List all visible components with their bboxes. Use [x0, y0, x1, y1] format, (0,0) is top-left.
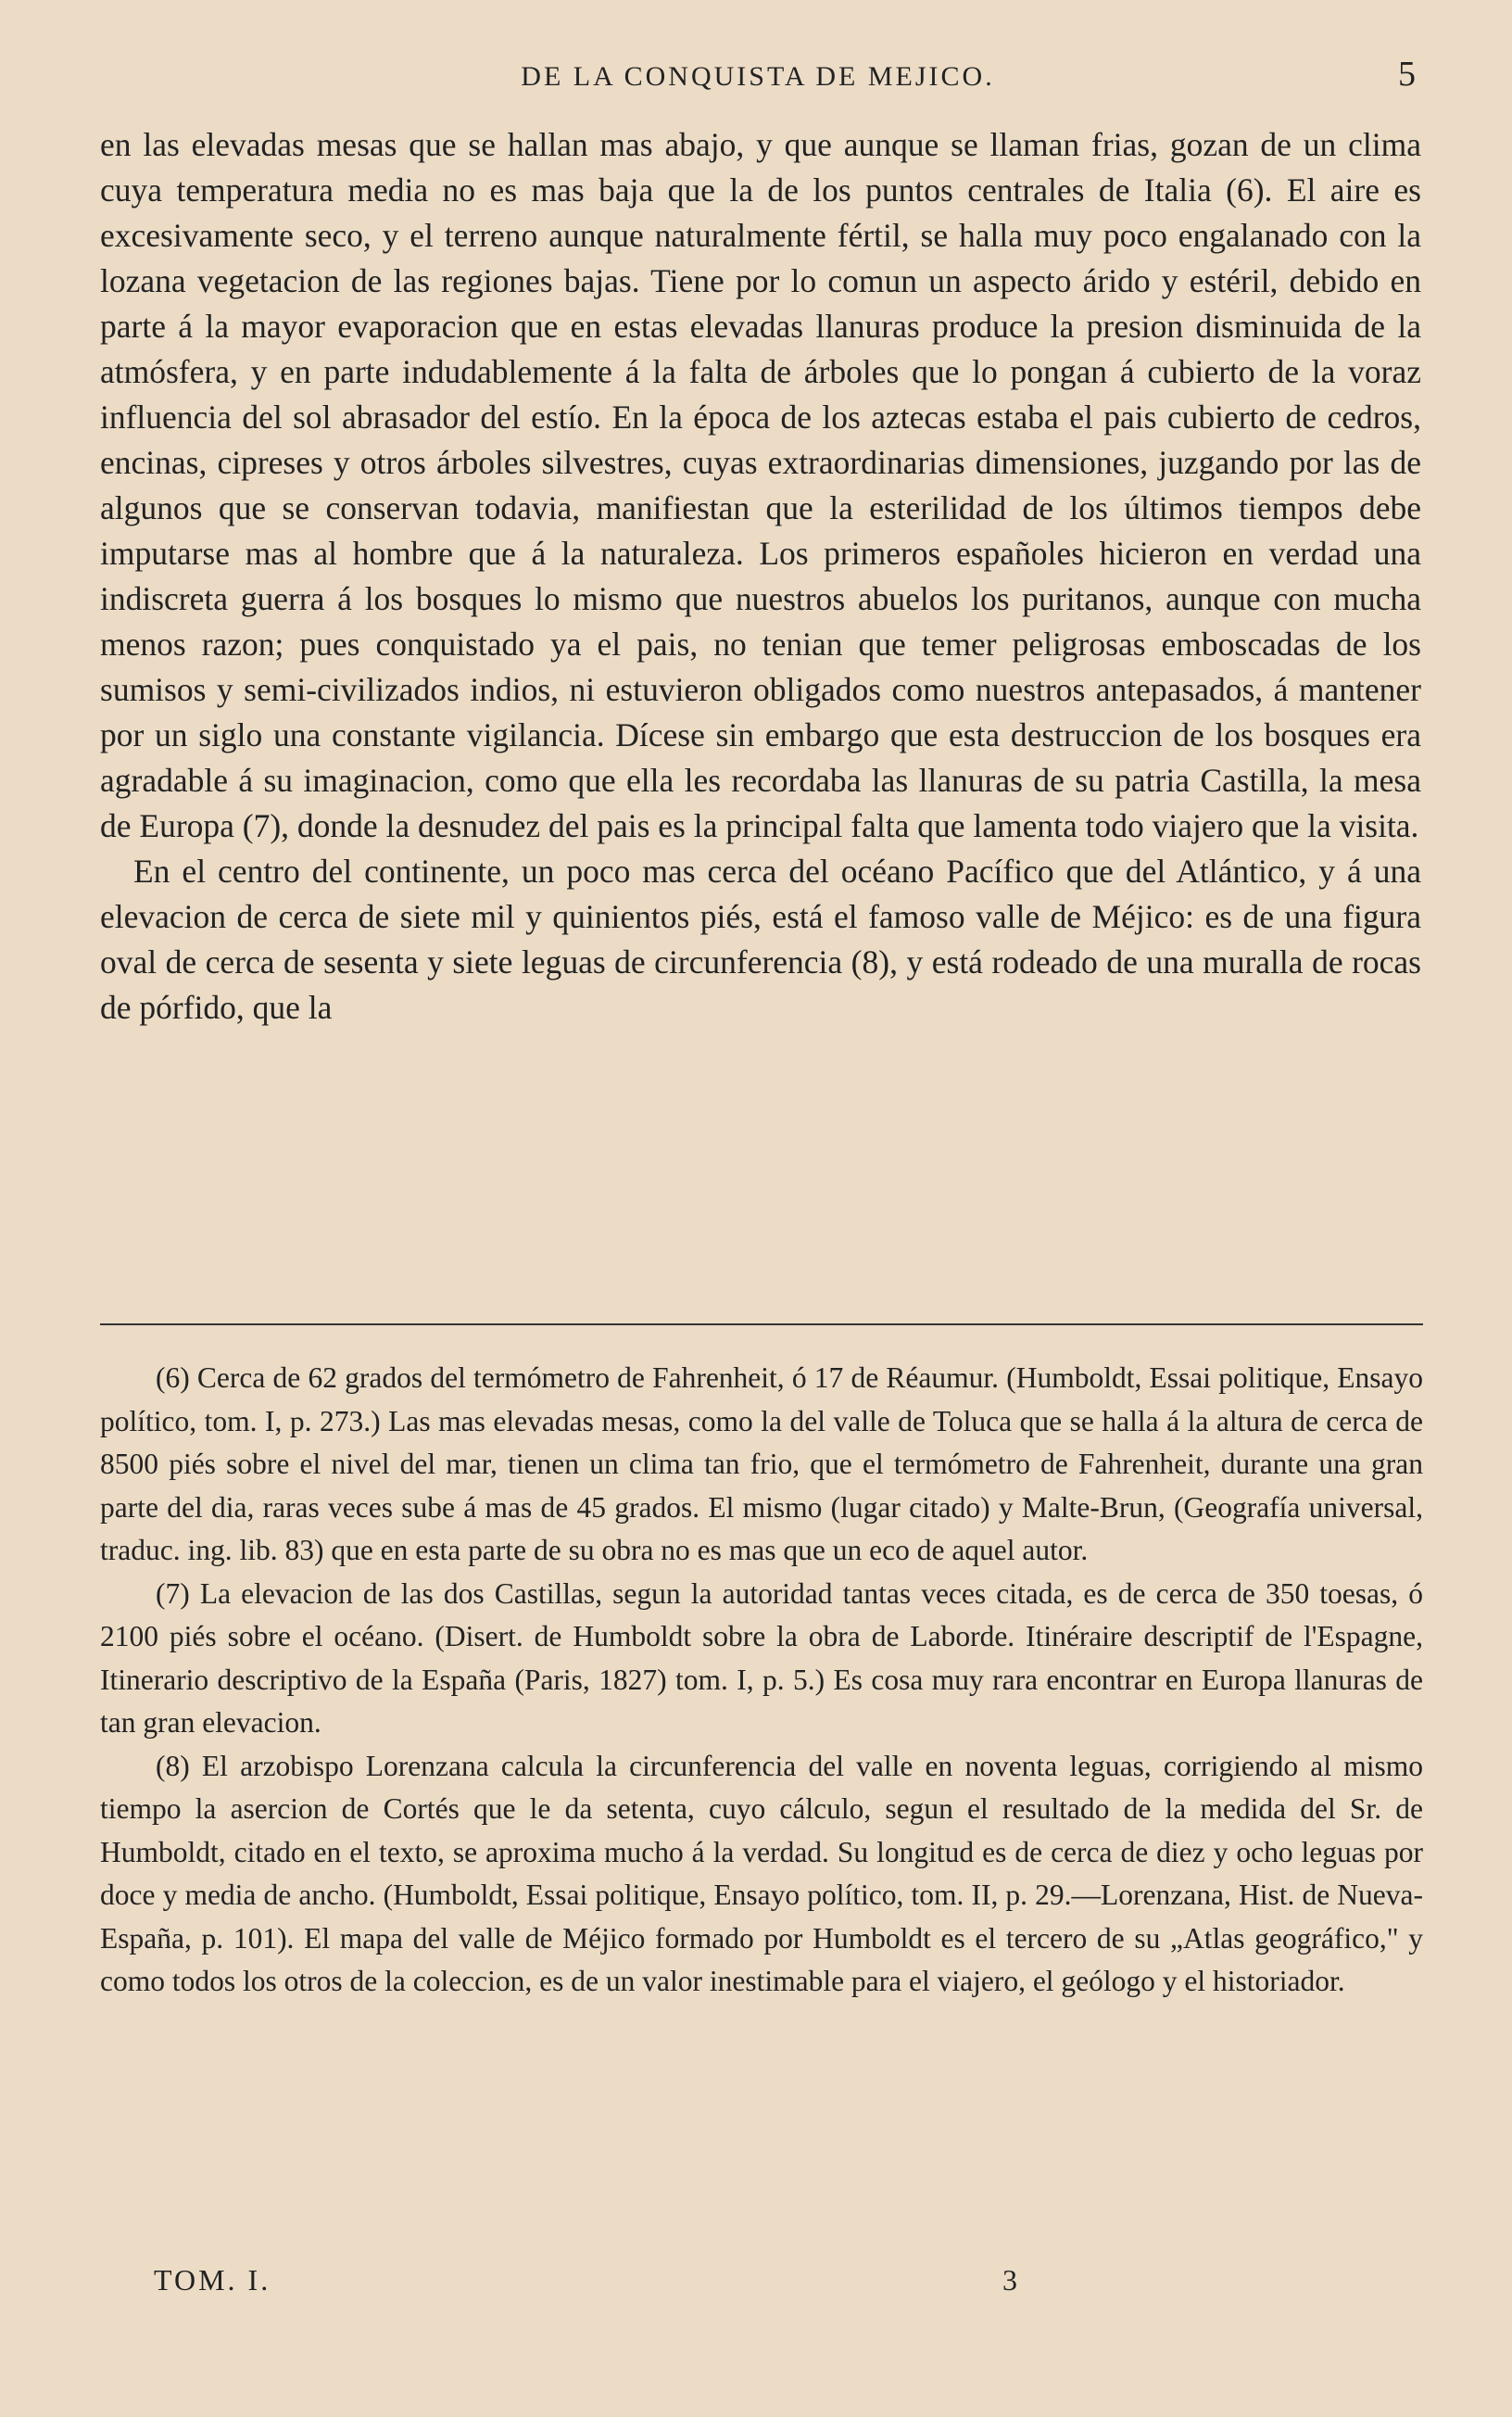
footnote-divider — [100, 1323, 1423, 1325]
signature-mark: 3 — [1002, 2263, 1017, 2297]
paragraph: En el centro del continente, un poco mas cerca del océano Pacífico que del Atlántico, y á una elevacion de cerca de siete mil y quinientos piés, está el famoso valle de Méjico: es de una figura oval de cerca de sesenta y siete leguas de circunferencia (8), y está rodeado de una muralla de rocas de pórfido, que la — [100, 853, 1421, 1026]
footnote-6: (6) Cerca de 62 grados del termómetro de Fahrenheit, ó 17 de Réaumur. (Humboldt, Essai politique, Ensayo político, tom. I, p. 273.) Las mas elevadas mesas, como la del valle de Toluca que se halla á la altura de cerca de 8500 piés sobre el nivel del mar, tienen un clima tan frio, que el termómetro de Fahrenheit, durante una gran parte del dia, raras veces sube á mas de 45 grados. El mismo (lugar citado) y Malte-Brun, (Geografía universal, traduc. ing. lib. 83) que en esta parte de su obra no es mas que un eco de aquel autor. — [100, 1361, 1423, 1566]
running-head — [100, 55, 1416, 108]
running-title: DE LA CONQUISTA DE MEJICO. — [521, 61, 995, 92]
footnote-8: (8) El arzobispo Lorenzana calcula la circunferencia del valle en noventa leguas, corrigiendo al mismo tiempo la asercion de Cortés que le da setenta, cuyo cálculo, segun el resultado de la medida del Sr. de Humboldt, citado en el texto, se aproxima mucho á la verdad. Su longitud es de cerca de diez y ocho leguas por doce y media de ancho. (Humboldt, Essai politique, Ensayo político, tom. II, p. 29.—Lorenzana, Hist. de Nueva-España, p. 101). El mapa del valle de Méjico formado por Humboldt es el tercero de su „Atlas geográfico," y como todos los otros de la coleccion, es de un valor inestimable para el viajero, el geólogo y el historiador. — [100, 1749, 1423, 1997]
footnote-7: (7) La elevacion de las dos Castillas, segun la autoridad tantas veces citada, es de cerca de 350 toesas, ó 2100 piés sobre el océano. (Disert. de Humboldt sobre la obra de Laborde. Itinéraire descriptif de l'Espagne, Itinerario descriptivo de la España (Paris, 1827) tom. I, p. 5.) Es cosa muy rara encontrar en Europa llanuras de tan gran elevacion. — [100, 1576, 1423, 1739]
page-number: 5 — [1398, 55, 1416, 94]
signature-line — [154, 2263, 1080, 2309]
main-text — [100, 122, 1421, 1031]
paragraph: en las elevadas mesas que se hallan mas abajo, y que aunque se llaman frias, gozan de un clima cuya temperatura media no es mas baja que la de los puntos centrales de Italia (6). El aire es excesivamente seco, y el terreno aunque naturalmente fértil, se halla muy poco engalanado con la lozana vegetacion de las regiones bajas. Tiene por lo comun un aspecto árido y estéril, debido en parte á la mayor evaporacion que en estas elevadas llanuras produce la presion disminuida de la atmósfera, y en parte indudablemente á la falta de árboles que lo pongan á cubierto de la voraz influencia del sol abrasador del estío. En la época de los aztecas estaba el pais cubierto de cedros, encinas, cipreses y otros árboles silvestres, cuyas extraordinarias dimensiones, juzgando por las de algunos que se conservan todavia, manifiestan que la esterilidad de los últimos tiempos debe imputarse mas al hombre que á la naturaleza. Los primeros españoles hicieron en verdad una indiscreta guerra á los bosques lo mismo que nuestros abuelos los puritanos, aunque con mucha menos razon; pues conquistado ya el pais, no tenian que temer peligrosas emboscadas de los sumisos y semi-civilizados indios, ni estuvieron obligados como nuestros antepasados, á mantener por un siglo una constante vigilancia. Dícese sin embargo que esta destruccion de los bosques era agradable á su imaginacion, como que ella les recordaba las llanuras de su patria Castilla, la mesa de Europa (7), donde la desnudez del pais es la principal falta que lamenta todo viajero que la visita. — [100, 126, 1421, 844]
volume-label: TOM. I. — [154, 2263, 271, 2297]
footnotes — [100, 1357, 1423, 2004]
